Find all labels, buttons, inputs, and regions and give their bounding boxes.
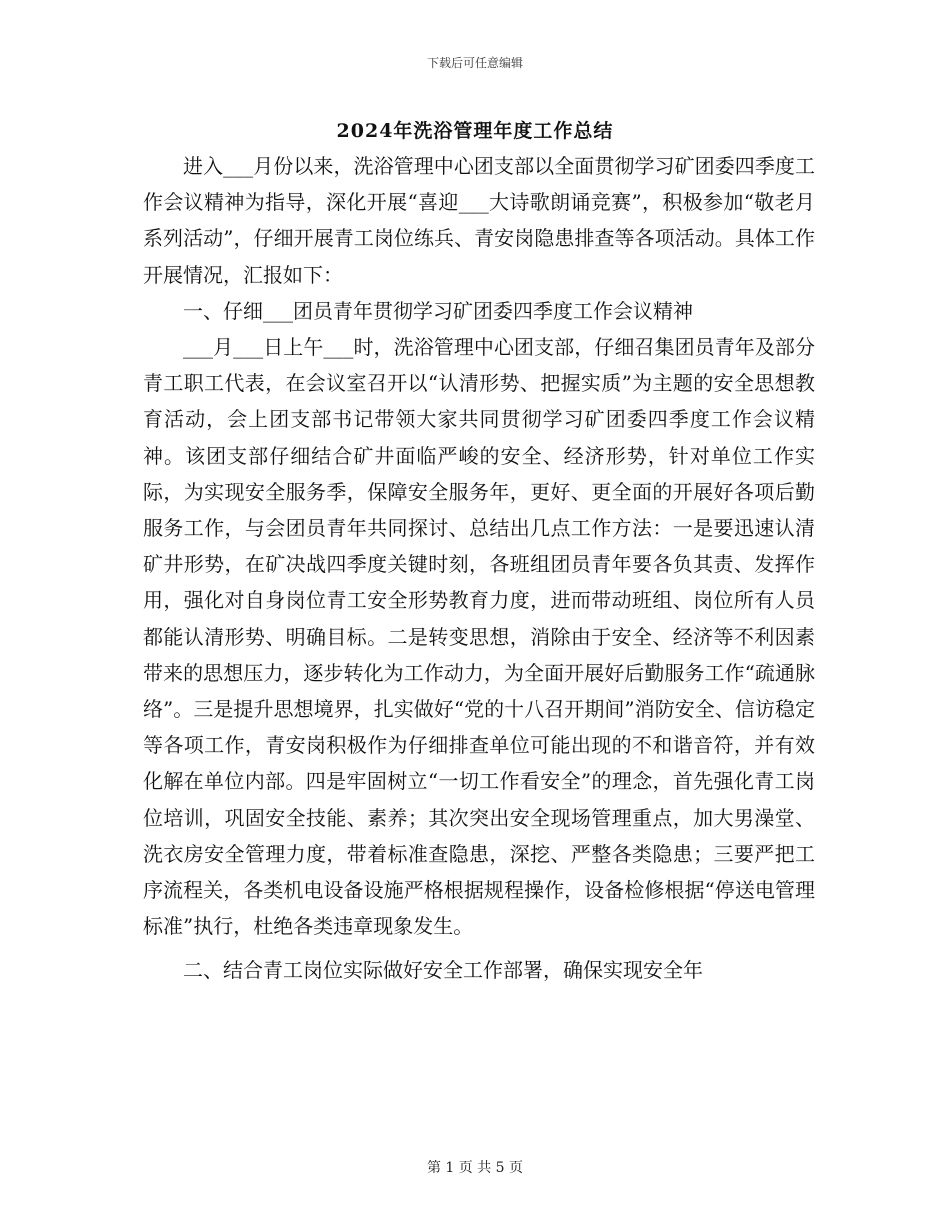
page-number: 第 1 页 共 5 页 [426, 1160, 524, 1176]
intro-paragraph: 进入___月份以来，洗浴管理中心团支部以全面贯彻学习矿团委四季度工作会议精神为指导，深化开展“喜迎___大诗歌朗诵竞赛”，积极参加“敬老月系列活动”，仔细开展青工岗位练兵、青安岗隐患排查等各项活动。具体工作开展情况，汇报如下： [143, 154, 815, 287]
section-1-paragraph: ___月___日上午___时，洗浴管理中心团支部，仔细召集团员青年及部分青工职工代表，在会议室召开以“认清形势、把握实质”为主题的安全思想教育活动，会上团支部书记带领大家共同贯彻学习矿团委四季度工作会议精神。该团支部仔细结合矿井面临严峻的安全、经济形势，针对单位工作实际，为实现安全服务季，保障安全服务年，更好、更全面的开展好各项后勤服务工作，与会团员青年共同探讨、总结出几点工作方法：一是要迅速认清矿井形势，在矿决战四季度关键时刻，各班组团员青年要各负其责、发挥作用，强化对自身岗位青工安全形势教育力度，进而带动班组、岗位所有人员都能认清形势、明确目标。二是转变思想，消除由于安全、经济等不利因素带来的思想压力，逐步转化为工作动力，为全面开展好后勤服务工作“疏通脉络”。三是提升思想境界，扎实做好“党的十八召开期间”消防安全、信访稳定等各项工作，青安岗积极作为仔细排查单位可能出现的不和谐音符，并有效化解在单位内部。四是牢固树立“一切工作看安全”的理念，首先强化青工岗位培训，巩固安全技能、素养；其次突出安全现场管理重点，加大男澡堂、洗衣房安全管理力度，带着标准查隐患，深挖、严整各类隐患；三要严把工序流程关，各类机电设备设施严格根据规程操作，设备检修根据“停送电管理标准”执行，杜绝各类违章现象发生。 [143, 335, 815, 939]
section-heading-1: 一、仔细___团员青年贯彻学习矿团委四季度工作会议精神 [183, 298, 693, 323]
page-header-note: 下载后可任意编辑 [426, 56, 523, 70]
document-body [143, 148, 815, 989]
section-heading-2: 二、结合青工岗位实际做好安全工作部署，确保实现安全年 [183, 958, 703, 983]
document-title: 2024年洗浴管理年度工作总结 [336, 120, 614, 142]
